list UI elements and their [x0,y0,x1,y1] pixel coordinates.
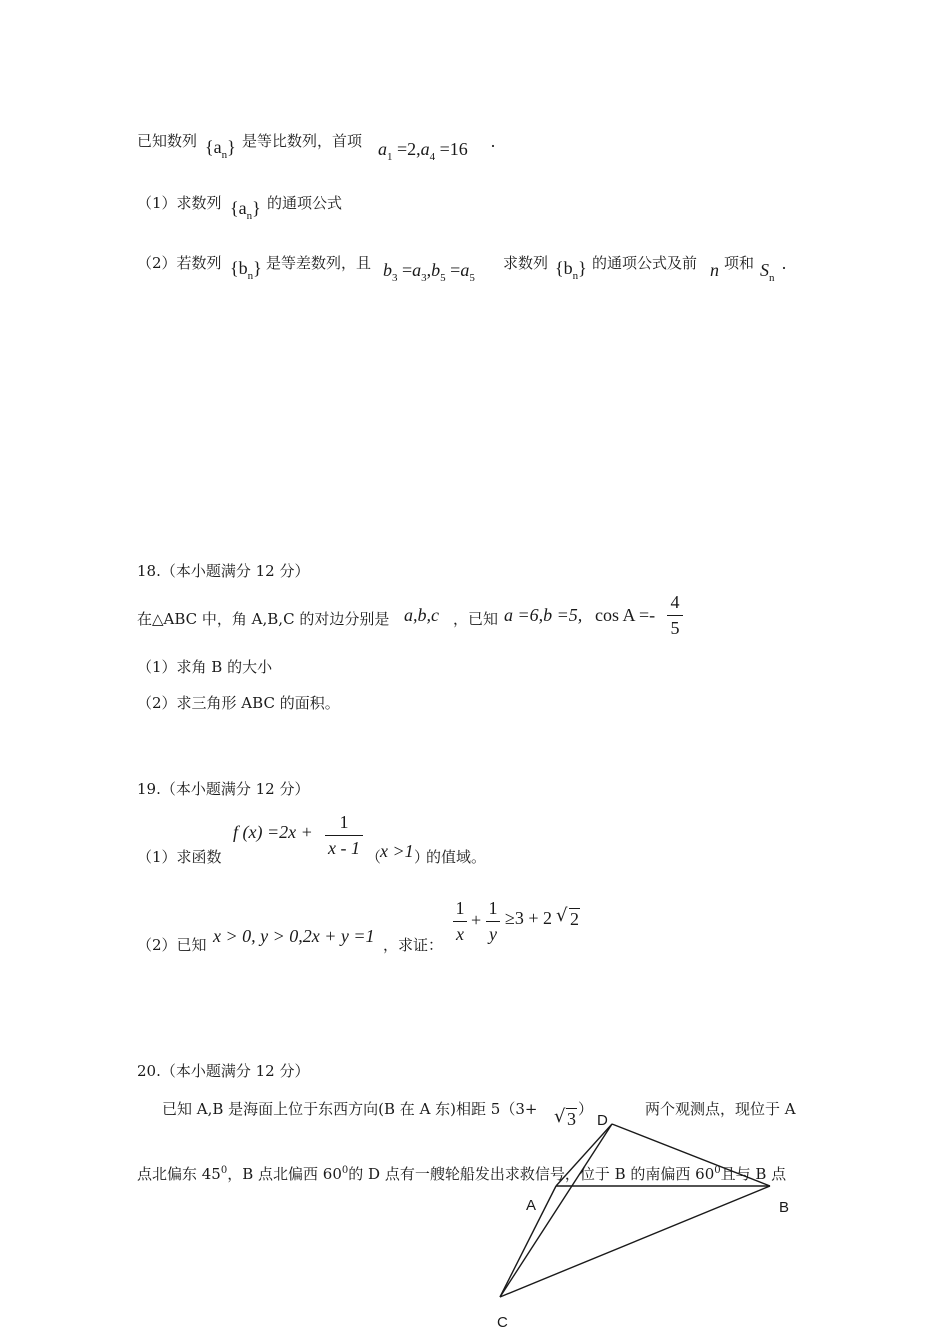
q20-figure [480,1100,820,1344]
q19-p1-cond: x >1 [380,841,414,861]
q17-cond: $a_1 =2,a_4 =16$ [378,139,468,163]
q19-p1-func: f (x) =2x + [233,822,313,842]
segment-BC [500,1186,770,1297]
q19-p2-frac-2: 1 y [486,898,500,945]
q17-p2-mid: 是等差数列，且 [266,254,372,272]
sqrt-sign-icon-2: √ [554,1106,566,1127]
q18-stem-cond: a =6,b =5, [504,605,583,625]
q17-p2-tail: 的通项公式及前 [592,254,698,272]
q18-header: 18.（本小题满分 12 分） [137,562,310,580]
q20-line1-a: 已知 A,B 是海面上位于东西方向(B 在 A 东)相距 5（3+ [162,1100,538,1118]
q19-p2-frac-1: 1 x [453,898,467,945]
q18-part2: （2）求三角形 ABC 的面积。 [137,694,340,712]
point-label-A: A [526,1197,537,1214]
point-label-C: C [497,1314,508,1331]
q18-stem-2: ，已知 [453,610,499,628]
q19-p1-tail: 的值域。 [426,848,487,866]
q17-p2-seq: $\{b_n\}$ [230,258,262,282]
q20-line1-c: 两个观测点，现位于 A [645,1100,796,1118]
q19-header: 19.（本小题满分 12 分） [137,780,310,798]
point-label-D: D [597,1112,608,1129]
q20-sqrt-val: 3 [567,1109,576,1129]
point-label-B: B [779,1199,790,1216]
q18-stem-1: 在△ABC 中，角 A,B,C 的对边分别是 [137,610,390,628]
q19-p2-mid: ，求证： [383,936,444,954]
q17-p2-label: （2）若数列 [137,254,222,272]
q17-p2-seq2: $\{b_n\}$ [555,258,587,282]
q19-p2-sqrt-val: 2 [570,909,579,929]
q17-p2-ask: 求数列 [503,254,549,272]
q20-line2-text: 点北偏东 $45^0$，B 点北偏西 $60^0$的 D 点有一艘轮船发出求救信号，位于 B 的南偏西 $60^0$且与 B 点 [137,1165,787,1183]
q17-seq-a: $\{a_n\}$ [205,137,236,161]
segment-DC [500,1124,612,1297]
segment-DB [612,1124,770,1186]
q18-stem-cos: cos A =- [595,605,656,625]
q17-intro: 已知数列 [137,132,198,150]
q17-intro-2: 是等比数列，首项 [242,132,363,150]
q18-stem-abc: a,b,c [404,605,439,625]
sqrt-sign-icon: √ [556,905,568,926]
q17-p2-n: n [710,260,719,280]
q19-p1-label: （1）求函数 [137,848,222,866]
q19-p2-plus: + [471,910,482,930]
segment-DA [556,1124,612,1186]
q20-line1-b: ） [578,1100,594,1118]
q17-p2-S: $S_n$ [760,260,775,284]
q17-dot: · [490,136,496,156]
q19-p1-cond-close: ） [414,848,430,866]
q19-p2-rhs: ≥3 + 2 [505,908,553,928]
q17-p2-cond: $b_3 =a_3,b_5 =a_5$ [383,260,475,284]
q19-p1-cond-open: （ [366,848,382,866]
q17-p1-seq: $\{a_n\}$ [230,198,261,222]
q18-fraction: 4 5 [667,592,683,639]
q17-p2-tail2: 项和 [724,254,755,272]
q17-p1-label: （1）求数列 [137,194,222,212]
q18-part1: （1）求角 B 的大小 [137,658,273,676]
q17-p2-dot: · [781,258,787,278]
q19-p1-fraction: 1 x - 1 [325,812,363,859]
q17-p1-tail: 的通项公式 [267,194,343,212]
q19-p2-label: （2）已知 [137,936,207,954]
q20-header: 20.（本小题满分 12 分） [137,1062,310,1080]
q19-p2-cond: x > 0, y > 0,2x + y =1 [213,926,375,946]
